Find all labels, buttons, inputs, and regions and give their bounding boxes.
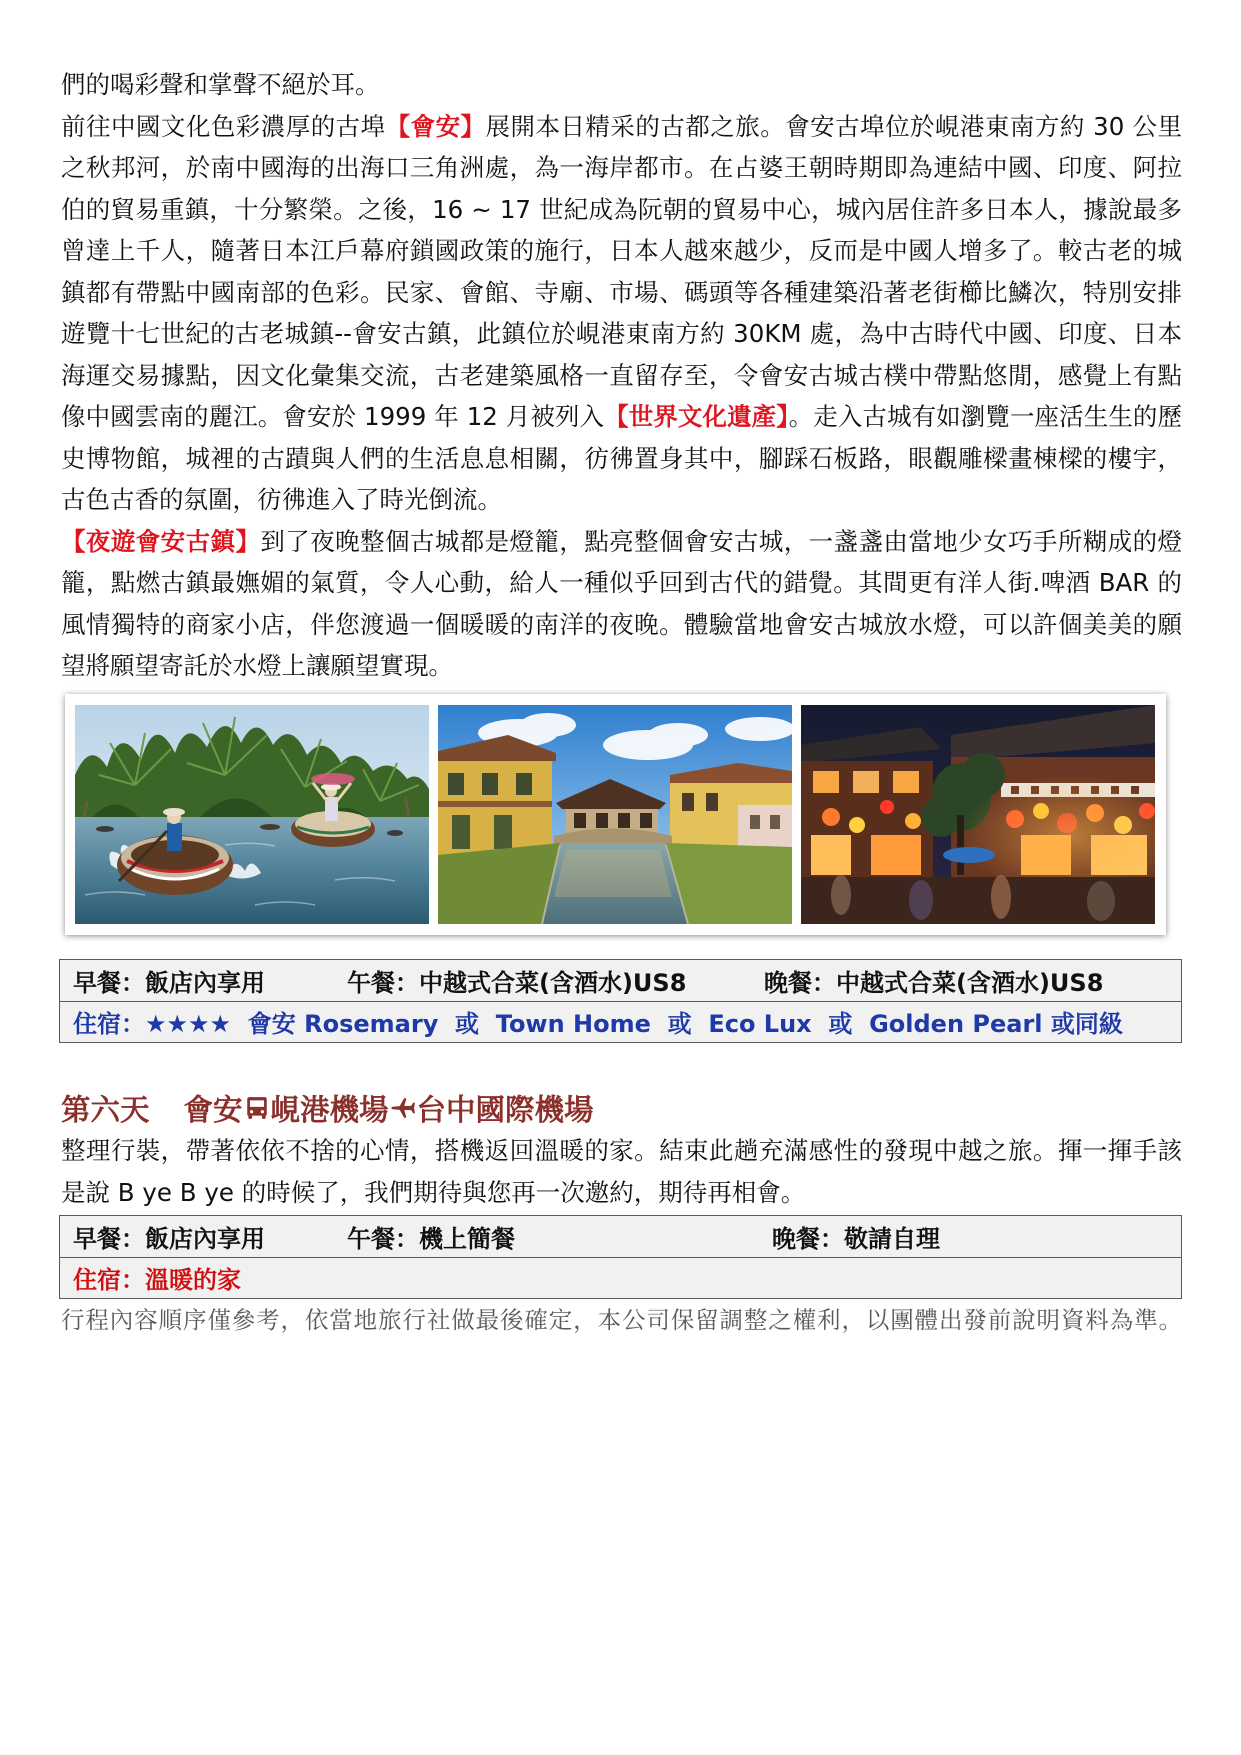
basket-boats-image [75, 705, 429, 924]
hoian-highlight: 【會安】 [385, 111, 486, 141]
night-tour-description [61, 521, 1182, 687]
hoian-body-text: 展開本日精采的古都之旅。會安古埠位於峴港東南方約 30 公里之秋邦河，於南中國海的出海口三角洲處，為一海岸都市。在占婆王朝時期即為連結中國、印度、阿拉伯的貿易重鎮，十分繁榮。之後，16 ~ 17 世紀成為阮朝的貿易中心，城內居住許多日本人，據說最多曾達上千人，隨著日本江戶幕府鎖國政策的施行，日本人越來越少，反而是中國人增多了。較古老的城鎮都有帶點中國南部的色彩。民家、會館、寺廟、市場、碼頭等各種建築沿著老街櫛比鱗次，特別安排遊覽十七世紀的古老城鎮--會安古鎮，此鎮位於峴港東南方約 30KM 處，為中古時代中國、印度、日本海運交易據點，因文化彙集交流，古老建築風格一直留存至，令會安古城古樸中帶點悠閒，感覺上有點像中國雲南的麗江。會安於 1999 年 12 月被列入 [61, 111, 1183, 431]
day5-meals-row [60, 960, 1181, 1001]
itinerary-content [61, 64, 1182, 1341]
day6-lunch: 午餐：機上簡餐 [347, 1224, 515, 1253]
day6-label: 第六天 [61, 1092, 150, 1127]
night-tour-highlight: 【夜遊會安古鎮】 [61, 526, 261, 556]
blue-umbrella [943, 847, 995, 863]
day5-lodging-row [60, 1001, 1181, 1042]
airplane-icon [390, 1095, 416, 1121]
day6-route [184, 1087, 594, 1129]
day6-heading [61, 1086, 1182, 1130]
day6-description: 整理行裝，帶著依依不捨的心情，搭機返回溫暖的家。結束此趟充滿感性的發現中越之旅。揮一揮手該是說 B ye B ye 的時候了，我們期待與您再一次邀約，期待再相會。 [61, 1135, 1182, 1207]
day5-lunch: 午餐：中越式合菜(含酒水)US8 [347, 968, 687, 997]
day5-lodging: 住宿：★★★★ 會安 Rosemary 或 Town Home 或 Eco Lux 或 Golden Pearl 或同級 [73, 1010, 1123, 1038]
photo-night-lanterns [801, 705, 1155, 924]
day5-breakfast: 早餐：飯店內享用 [73, 968, 265, 997]
hoian-tail-text: 。走入古城有如瀏覽一座活生生的歷史博物館，城裡的古蹟與人們的生活息息相關，彷彿置身其中，腳踩石板路，眼觀雕樑畫棟樑的樓宇，古色古香的氛圍，彷彿進入了時光倒流。 [61, 402, 1183, 514]
day6-lodging-row [60, 1257, 1181, 1298]
night-lanterns-image [801, 705, 1155, 924]
bus-icon [244, 1095, 270, 1121]
day6-lodging: 住宿：溫暖的家 [73, 1266, 241, 1294]
day6-dinner: 晚餐：敬請自理 [772, 1224, 940, 1253]
canal-reflection [554, 850, 672, 897]
route-stop-hoian: 會安 [183, 1092, 243, 1127]
route-stop-taichung-airport: 台中國際機場 [416, 1092, 594, 1127]
hoian-lead-text: 前往中國文化色彩濃厚的古埠 [61, 111, 386, 141]
day5-dinner: 晚餐：中越式合菜(含酒水)US8 [764, 968, 1104, 997]
left-bank [438, 843, 560, 924]
hoian-description [61, 106, 1182, 521]
hoian-photo-strip [65, 694, 1166, 935]
day6-meal-table [59, 1215, 1182, 1299]
yellow-house-left [438, 735, 556, 857]
route-stop-danang-airport: 峴港機場 [270, 1092, 389, 1127]
day5-continuation-text: 們的喝彩聲和掌聲不絕於耳。 [61, 70, 380, 99]
day5-meal-table [59, 959, 1182, 1043]
itinerary-disclaimer: 行程內容順序僅參考，依當地旅行社做最後確定，本公司保留調整之權利，以團體出發前說明資料為準。 [61, 1305, 1182, 1334]
day6-meals-row [60, 1216, 1181, 1257]
night-tour-body-text: 到了夜晚整個古城都是燈籠，點亮整個會安古城，一盞盞由當地少女巧手所糊成的燈籠，點燃古鎮最嫵媚的氣質，令人心動，給人一種似乎回到古代的錯覺。其間更有洋人街.啤酒 BAR 的風情獨特的商家小店，伴您渡過一個暖暖的南洋的夜晚。體驗當地會安古城放水燈，可以許個美美的願望將願望寄託於水燈上讓願望實現。 [61, 526, 1183, 680]
world-heritage-highlight: 【世界文化遺產】 [604, 402, 789, 431]
covered-bridge-image [438, 705, 792, 924]
day6-breakfast: 早餐：飯店內享用 [73, 1224, 265, 1253]
houses-right [670, 763, 792, 847]
photo-covered-bridge [438, 705, 792, 924]
photo-basket-boats [75, 705, 429, 924]
